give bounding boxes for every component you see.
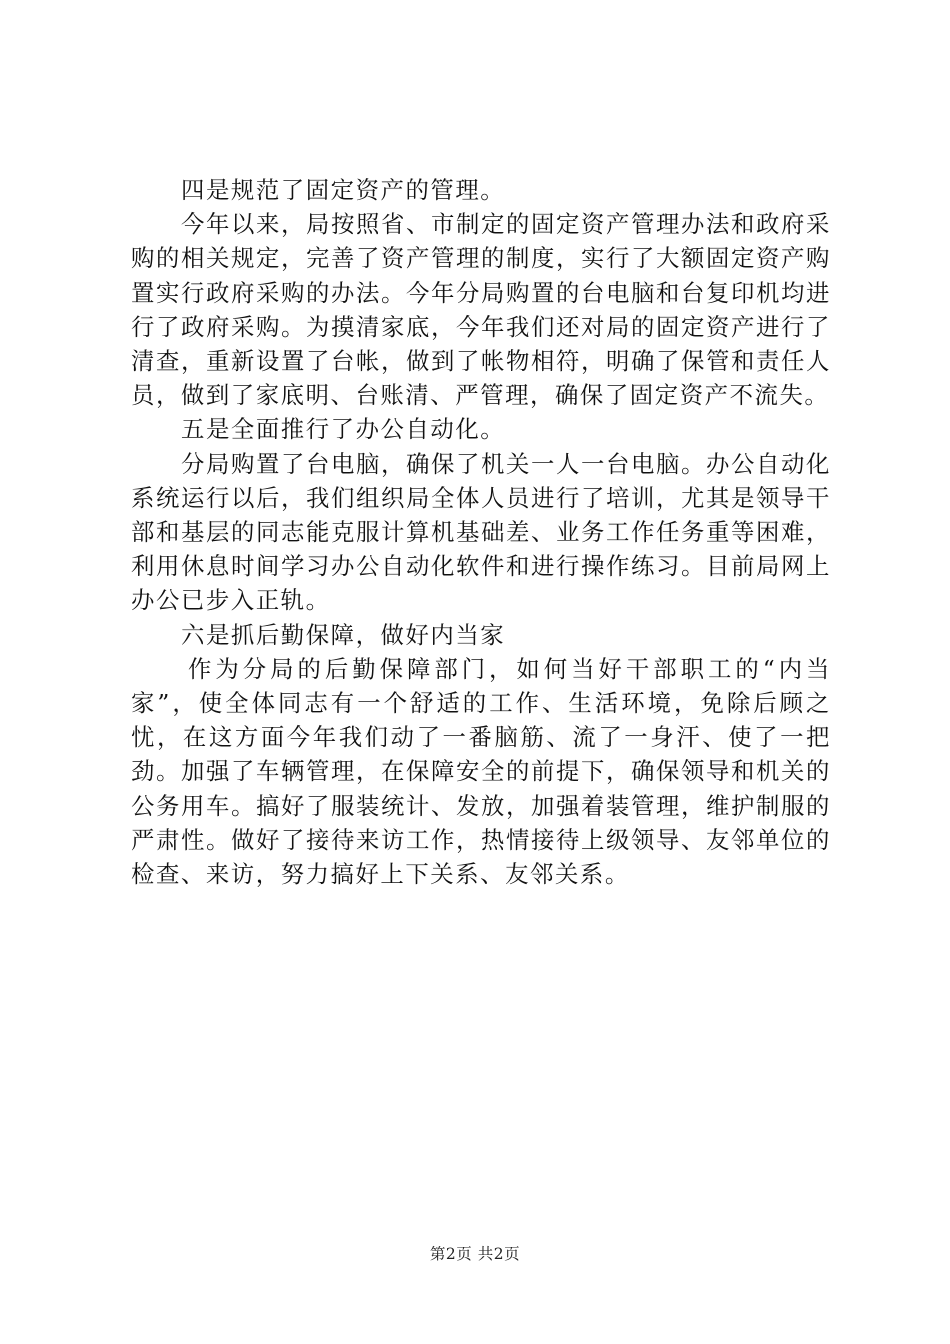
paragraph-fixed-assets: 今年以来，局按照省、市制定的固定资产管理办法和政府采购的相关规定，完善了资产管理的制度，实行了大额固定资产购置实行政府采购的办法。今年分局购置的台电脑和台复印机均进行了政府采购。为摸清家底，今年我们还对局的固定资产进行了清查，重新设置了台帐，做到了帐物相符，明确了保管和责任人员，做到了家底明、台账清、严管理，确保了固定资产不流失。	[131, 210, 831, 410]
section-heading-five: 五是全面推行了办公自动化。	[181, 415, 506, 444]
section-heading-six: 六是抓后勤保障，做好内当家	[181, 620, 506, 649]
section-heading-four: 四是规范了固定资产的管理。	[181, 176, 506, 204]
paragraph-logistics: 作为分局的后勤保障部门，如何当好干部职工的“内当家”，使全体同志有一个舒适的工作、生活环境，免除后顾之忧，在这方面今年我们动了一番脑筋、流了一身汗、使了一把劲。加强了车辆管理，在保障安全的前提下，确保领导和机关的公务用车。搞好了服装统计、发放，加强着装管理，维护制服的严肃性。做好了接待来访工作，热情接待上级领导、友邻单位的检查、来访，努力搞好上下关系、友邻关系。	[131, 654, 831, 889]
document-body	[131, 173, 831, 891]
page-footer: 第2页 共2页	[429, 1245, 521, 1263]
paragraph-office-automation: 分局购置了台电脑，确保了机关一人一台电脑。办公自动化系统运行以后，我们组织局全体人员进行了培训，尤其是领导干部和基层的同志能克服计算机基础差、业务工作任务重等困难，利用休息时间学习办公自动化软件和进行操作练习。目前局网上办公已步入正轨。	[131, 449, 831, 615]
